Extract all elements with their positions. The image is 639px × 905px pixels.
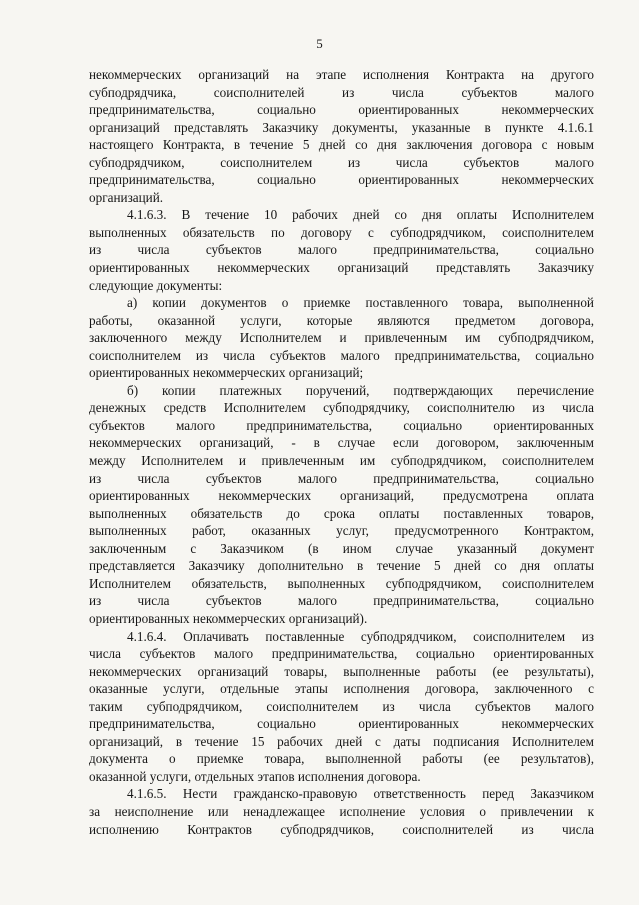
text-line: 4.1.6.3. В течение 10 рабочих дней со дня оплаты Исполнителем [127, 207, 594, 223]
text-line: соисполнителем из числа субъектов малого предпринимательства, социально [89, 347, 594, 363]
text-line: некоммерческих организаций товары, выполненные работы (ее результаты), [89, 663, 594, 679]
text-line: между Исполнителем и привлеченным им субподрядчиком, соисполнителем [89, 453, 594, 469]
text-line: предпринимательства, социально ориентированных некоммерческих [89, 102, 594, 118]
text-line: выполненных обязательств по договору с субподрядчиком, соисполнителем [89, 224, 594, 240]
text-line: ориентированных некоммерческих организаций; [89, 365, 364, 381]
paragraph-4163 [89, 206, 594, 294]
text-line: а) копии документов о приемке поставленного товара, выполненной [127, 295, 594, 311]
text-line: денежных средств Исполнителем субподрядчику, соисполнителю из числа [89, 400, 594, 416]
text-line: ориентированных некоммерческих организаций, предусмотрена оплата [89, 488, 594, 504]
paragraph-b [89, 382, 594, 628]
page-number: 5 [316, 36, 323, 51]
text-line: 4.1.6.5. Нести гражданско-правовую ответственность перед Заказчиком [127, 786, 594, 802]
paragraph-4164 [89, 628, 594, 786]
text-line: б) копии платежных поручений, подтверждающих перечисление [127, 382, 594, 398]
text-line: из числа субъектов малого предпринимательства, социально [89, 242, 594, 258]
text-line: исполнению Контрактов субподрядчиков, соисполнителей из числа [89, 821, 594, 837]
text-line: организаций представлять Заказчику документы, указанные в пункте 4.1.6.1 [89, 119, 594, 135]
text-line: заключенным с Заказчиком (в ином случае указанный документ [89, 540, 594, 556]
text-line: следующие документы: [89, 277, 223, 293]
text-line: документа о приемке товара, выполненной работы (ее результатов), [89, 751, 594, 767]
text-line: предпринимательства, социально ориентированных некоммерческих [89, 172, 594, 188]
text-line: выполненных обязательств до срока оплаты поставленных товаров, [89, 505, 594, 521]
text-line: из числа субъектов малого предпринимательства, социально [89, 470, 594, 486]
text-line: ориентированных некоммерческих организаций). [89, 610, 368, 626]
paragraph-a [89, 294, 594, 382]
paragraph-4165 [89, 785, 594, 838]
text-line: Исполнителем обязательств, выполненных субподрядчиком, соисполнителем [89, 575, 594, 591]
text-line: ориентированных некоммерческих организаций представлять Заказчику [89, 260, 594, 276]
document-body [89, 66, 594, 838]
text-line: таким субподрядчиком, соисполнителем из числа субъектов малого [89, 698, 594, 714]
text-line: организаций, в течение 15 рабочих дней с даты подписания Исполнителем [89, 733, 594, 749]
text-line: настоящего Контракта, в течение 5 дней со дня заключения договора с новым [89, 137, 594, 153]
text-line: некоммерческих организаций на этапе исполнения Контракта на другого [89, 67, 594, 82]
text-line: заключенного между Исполнителем и привлеченным им субподрядчиком, [89, 330, 594, 346]
text-line: субподрядчиком, соисполнителем из числа субъектов малого [89, 154, 594, 170]
text-line: организаций. [89, 189, 164, 205]
text-line: 4.1.6.4. Оплачивать поставленные субподрядчиком, соисполнителем из [127, 628, 594, 644]
text-line: из числа субъектов малого предпринимательства, социально [89, 593, 594, 609]
text-line: оказанные услуги, отдельные этапы исполнения договора, заключенного с [89, 681, 594, 697]
text-line: выполненных работ, оказанных услуг, предусмотренного Контрактом, [89, 523, 594, 539]
paragraph-cont [89, 66, 594, 206]
text-line: оказанной услуги, отдельных этапов исполнения договора. [89, 768, 421, 784]
text-line: представляется Заказчику дополнительно в течение 5 дней со дня оплаты [89, 558, 594, 574]
text-line: предпринимательства, социально ориентированных некоммерческих [89, 716, 594, 732]
text-line: числа субъектов малого предпринимательства, социально ориентированных [89, 646, 594, 662]
text-line: субподрядчика, соисполнителей из числа субъектов малого [89, 84, 594, 100]
text-line: субъектов малого предпринимательства, социально ориентированных [89, 417, 594, 433]
text-line: работы, оказанной услуги, которые являются предметом договора, [89, 312, 594, 328]
text-line: некоммерческих организаций, - в случае если договором, заключенным [89, 435, 594, 451]
text-line: за неисполнение или ненадлежащее исполнение условия о привлечении к [89, 803, 594, 819]
